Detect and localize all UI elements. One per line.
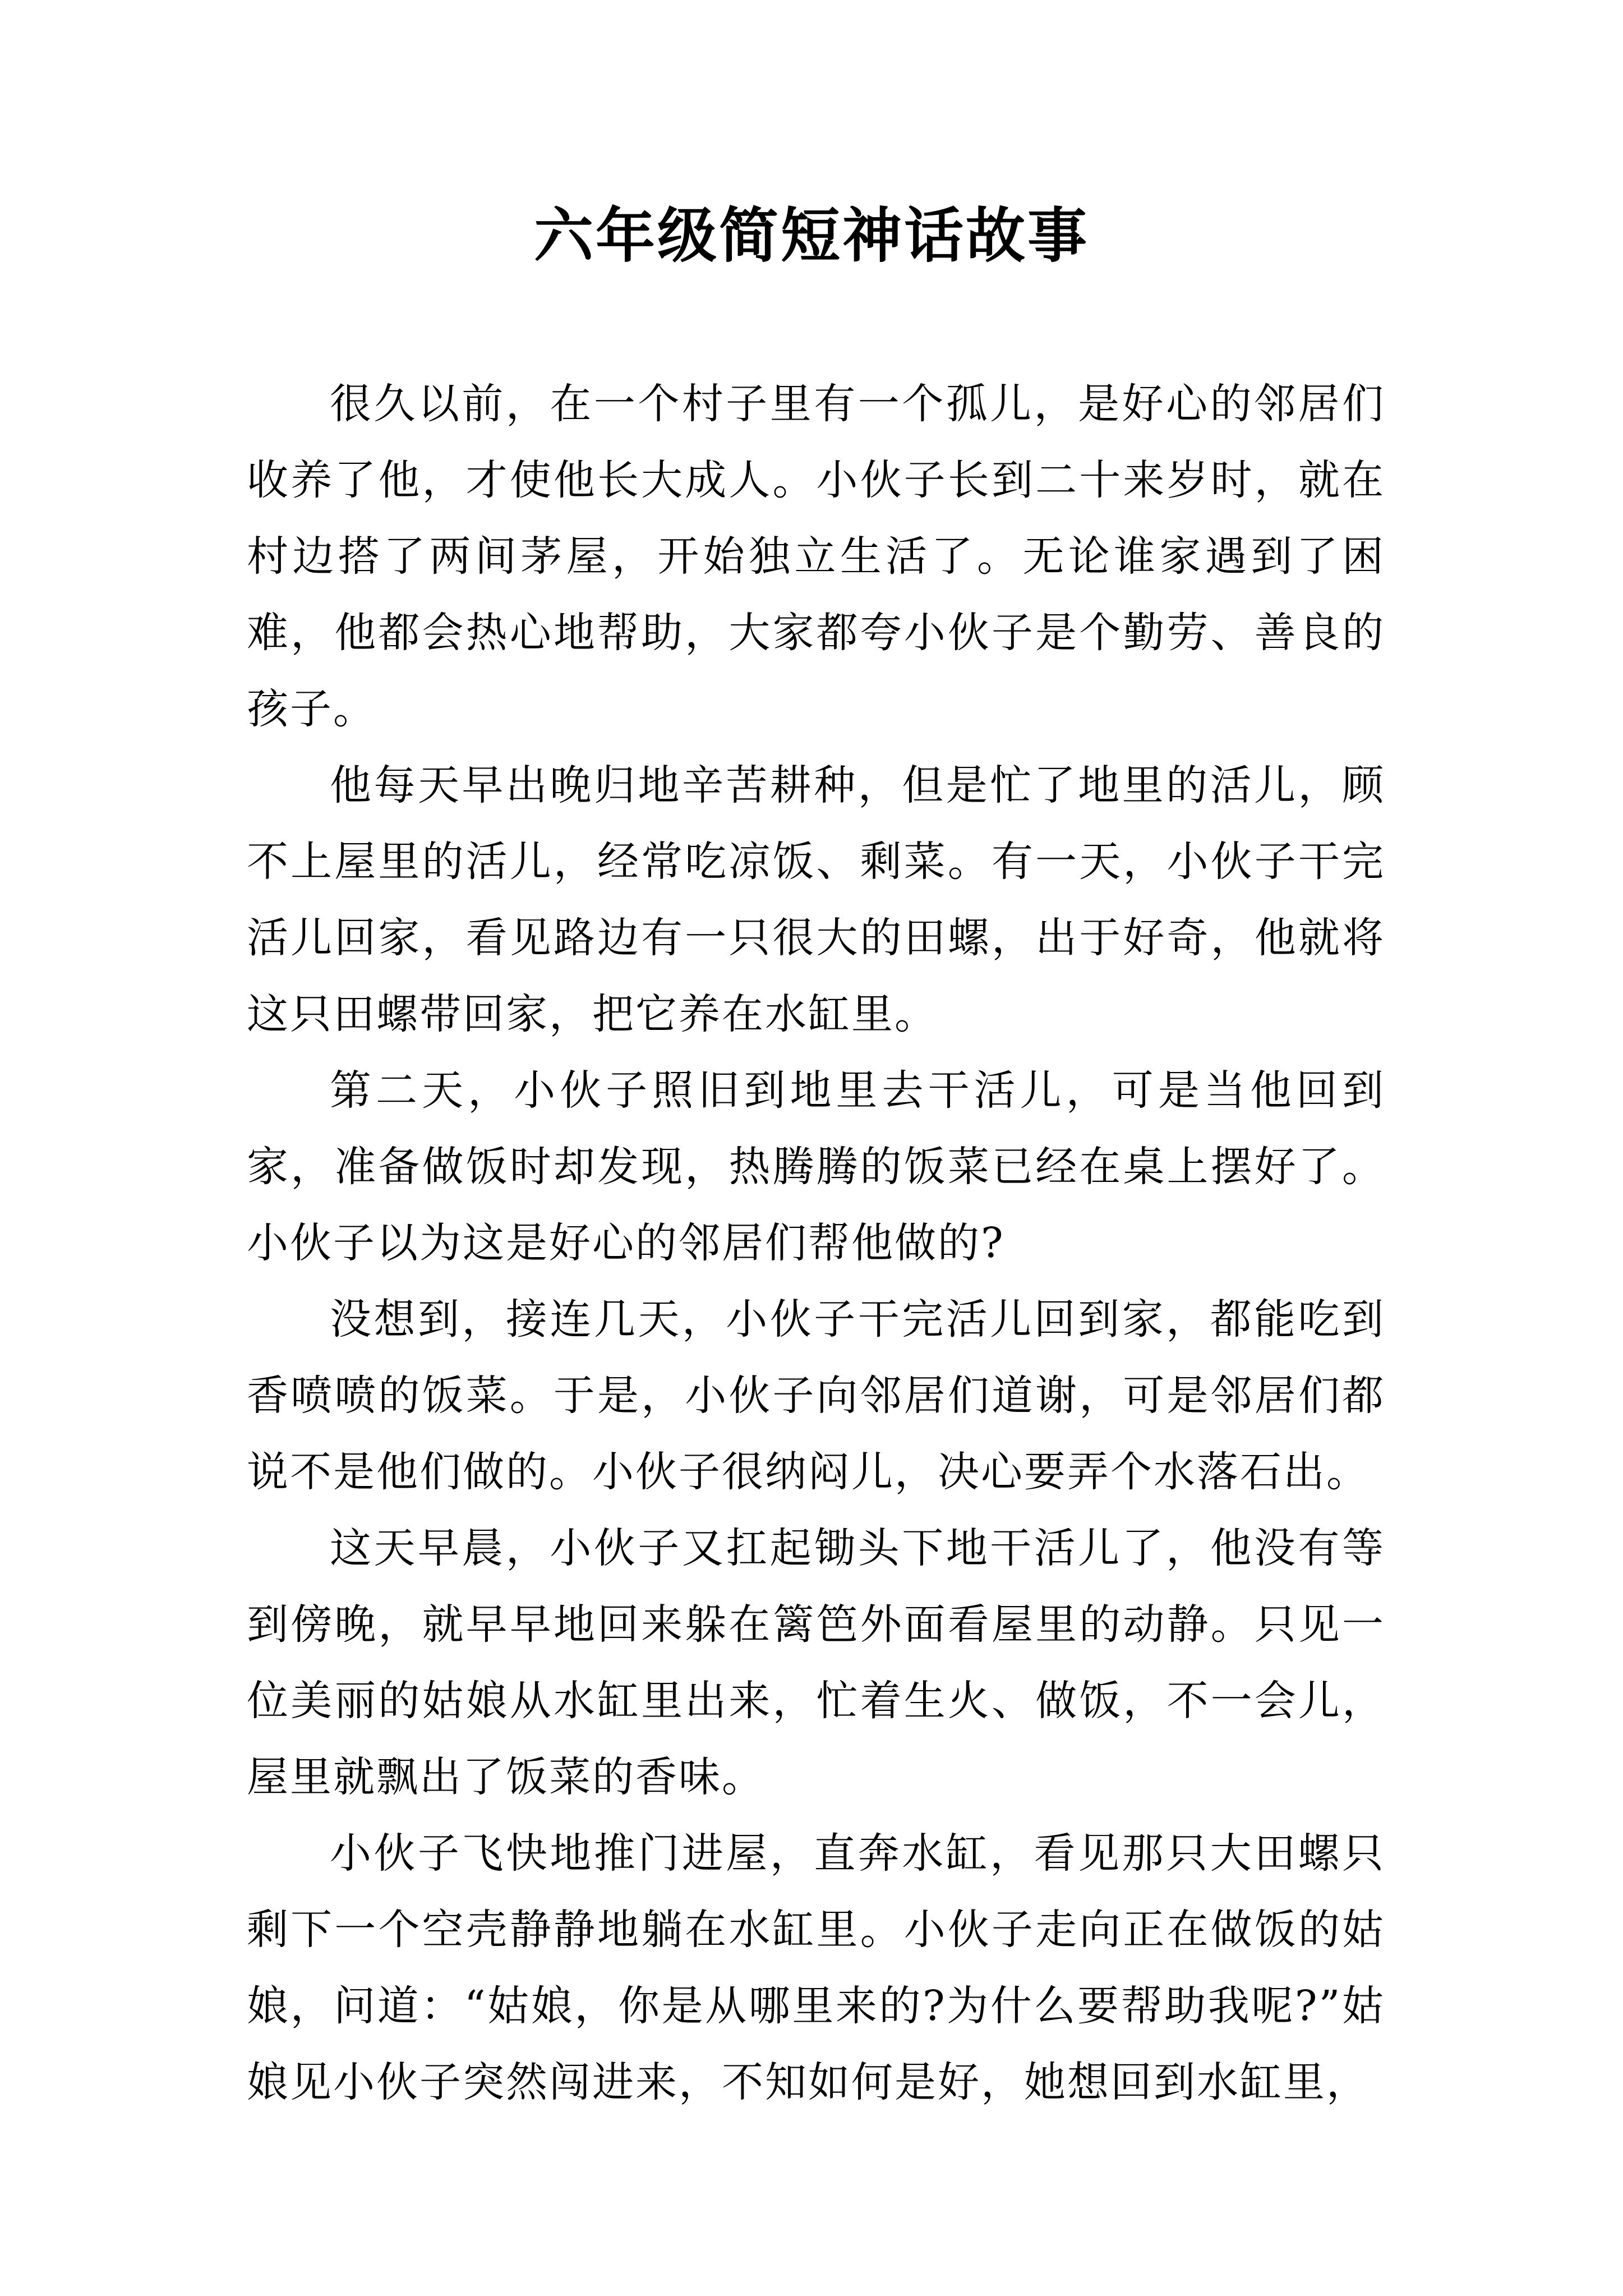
- paragraph: 小伙子飞快地推门进屋，直奔水缸，看见那只大田螺只剩下一个空壳静静地躺在水缸里。小伙子走向正在做饭的姑娘，问道：“姑娘，你是从哪里来的?为什么要帮助我呢?”姑娘见小伙子突然闯进来，不知如何是好，她想回到水缸里，: [247, 1829, 1385, 2106]
- paragraph: 他每天早出晚归地辛苦耕种，但是忙了地里的活儿，顾不上屋里的活儿，经常吃凉饭、剩菜。有一天，小伙子干完活儿回家，看见路边有一只很大的田螺，出于好奇，他就将这只田螺带回家，把它养在水缸里。: [247, 761, 1385, 1038]
- document-body: [247, 366, 1385, 2120]
- paragraph: 这天早晨，小伙子又扛起锄头下地干活儿了，他没有等到傍晚，就早早地回来躲在篱笆外面看屋里的动静。只见一位美丽的姑娘从水缸里出来，忙着生火、做饭，不一会儿，屋里就飘出了饭菜的香味。: [247, 1524, 1385, 1801]
- paragraph: 第二天，小伙子照旧到地里去干活儿，可是当他回到家，准备做饭时却发现，热腾腾的饭菜已经在桌上摆好了。小伙子以为这是好心的邻居们帮他做的?: [247, 1066, 1385, 1267]
- paragraph: 没想到，接连几天，小伙子干完活儿回到家，都能吃到香喷喷的饭菜。于是，小伙子向邻居们道谢，可是邻居们都说不是他们做的。小伙子很纳闷儿，决心要弄个水落石出。: [247, 1295, 1385, 1496]
- paragraph: 很久以前，在一个村子里有一个孤儿，是好心的邻居们收养了他，才使他长大成人。小伙子长到二十来岁时，就在村边搭了两间茅屋，开始独立生活了。无论谁家遇到了困难，他都会热心地帮助，大家都夸小伙子是个勤劳、善良的孩子。: [247, 380, 1385, 733]
- document-title: 六年级简短神话故事: [534, 200, 1089, 270]
